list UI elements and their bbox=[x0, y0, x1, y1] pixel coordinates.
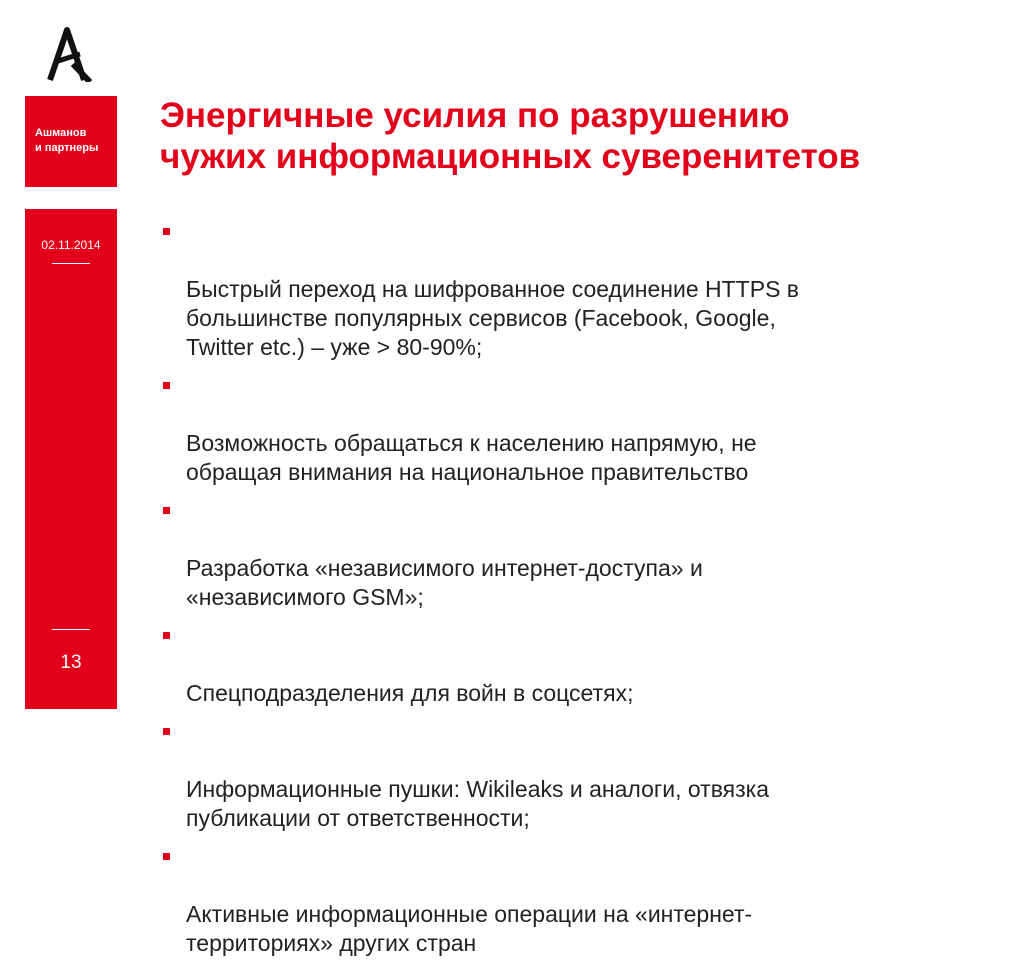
bullet-item bbox=[160, 717, 995, 833]
page-number-divider bbox=[52, 629, 90, 630]
slide-sidebar bbox=[25, 209, 117, 709]
bullet-text: Активные информационные операции на «интернет- территориях» других стран bbox=[186, 901, 753, 956]
slide-title: Энергичные усилия по разрушению чужих информационных суверенитетов bbox=[160, 96, 861, 176]
bullet-item bbox=[160, 621, 995, 708]
bullet-item bbox=[160, 371, 995, 487]
bullet-text: Спецподразделения для войн в соцсетях; bbox=[186, 680, 634, 706]
bullet-square-icon bbox=[163, 728, 170, 735]
bullet-text: Информационные пушки: Wikileaks и аналоги, отвязка публикации от ответственности; bbox=[186, 776, 770, 831]
bullet-item bbox=[160, 842, 995, 958]
page-number: 13 bbox=[60, 652, 82, 673]
bullet-list bbox=[160, 217, 995, 967]
bullet-square-icon bbox=[163, 382, 170, 389]
bullet-square-icon bbox=[163, 853, 170, 860]
bullet-square-icon bbox=[163, 228, 170, 235]
date-divider bbox=[52, 263, 90, 264]
bullet-text: Разработка «независимого интернет-доступа» и «независимого GSM»; bbox=[186, 555, 703, 610]
bullet-text: Возможность обращаться к населению напрямую, не обращая внимания на национальное правительство bbox=[186, 430, 757, 485]
bullet-text: Быстрый переход на шифрованное соединение HTTPS в большинстве популярных сервисов (Facebook, Google, Twitter etc.) – уже > 80-90%; bbox=[186, 276, 800, 360]
slide-date: 02.11.2014 bbox=[41, 238, 101, 252]
bullet-item bbox=[160, 217, 995, 362]
bullet-square-icon bbox=[163, 632, 170, 639]
bullet-square-icon bbox=[163, 507, 170, 514]
ashmanov-logo-icon bbox=[40, 24, 96, 82]
brand-box bbox=[25, 96, 117, 187]
brand-name: Ашманов и партнеры bbox=[35, 127, 99, 154]
bullet-item bbox=[160, 496, 995, 612]
